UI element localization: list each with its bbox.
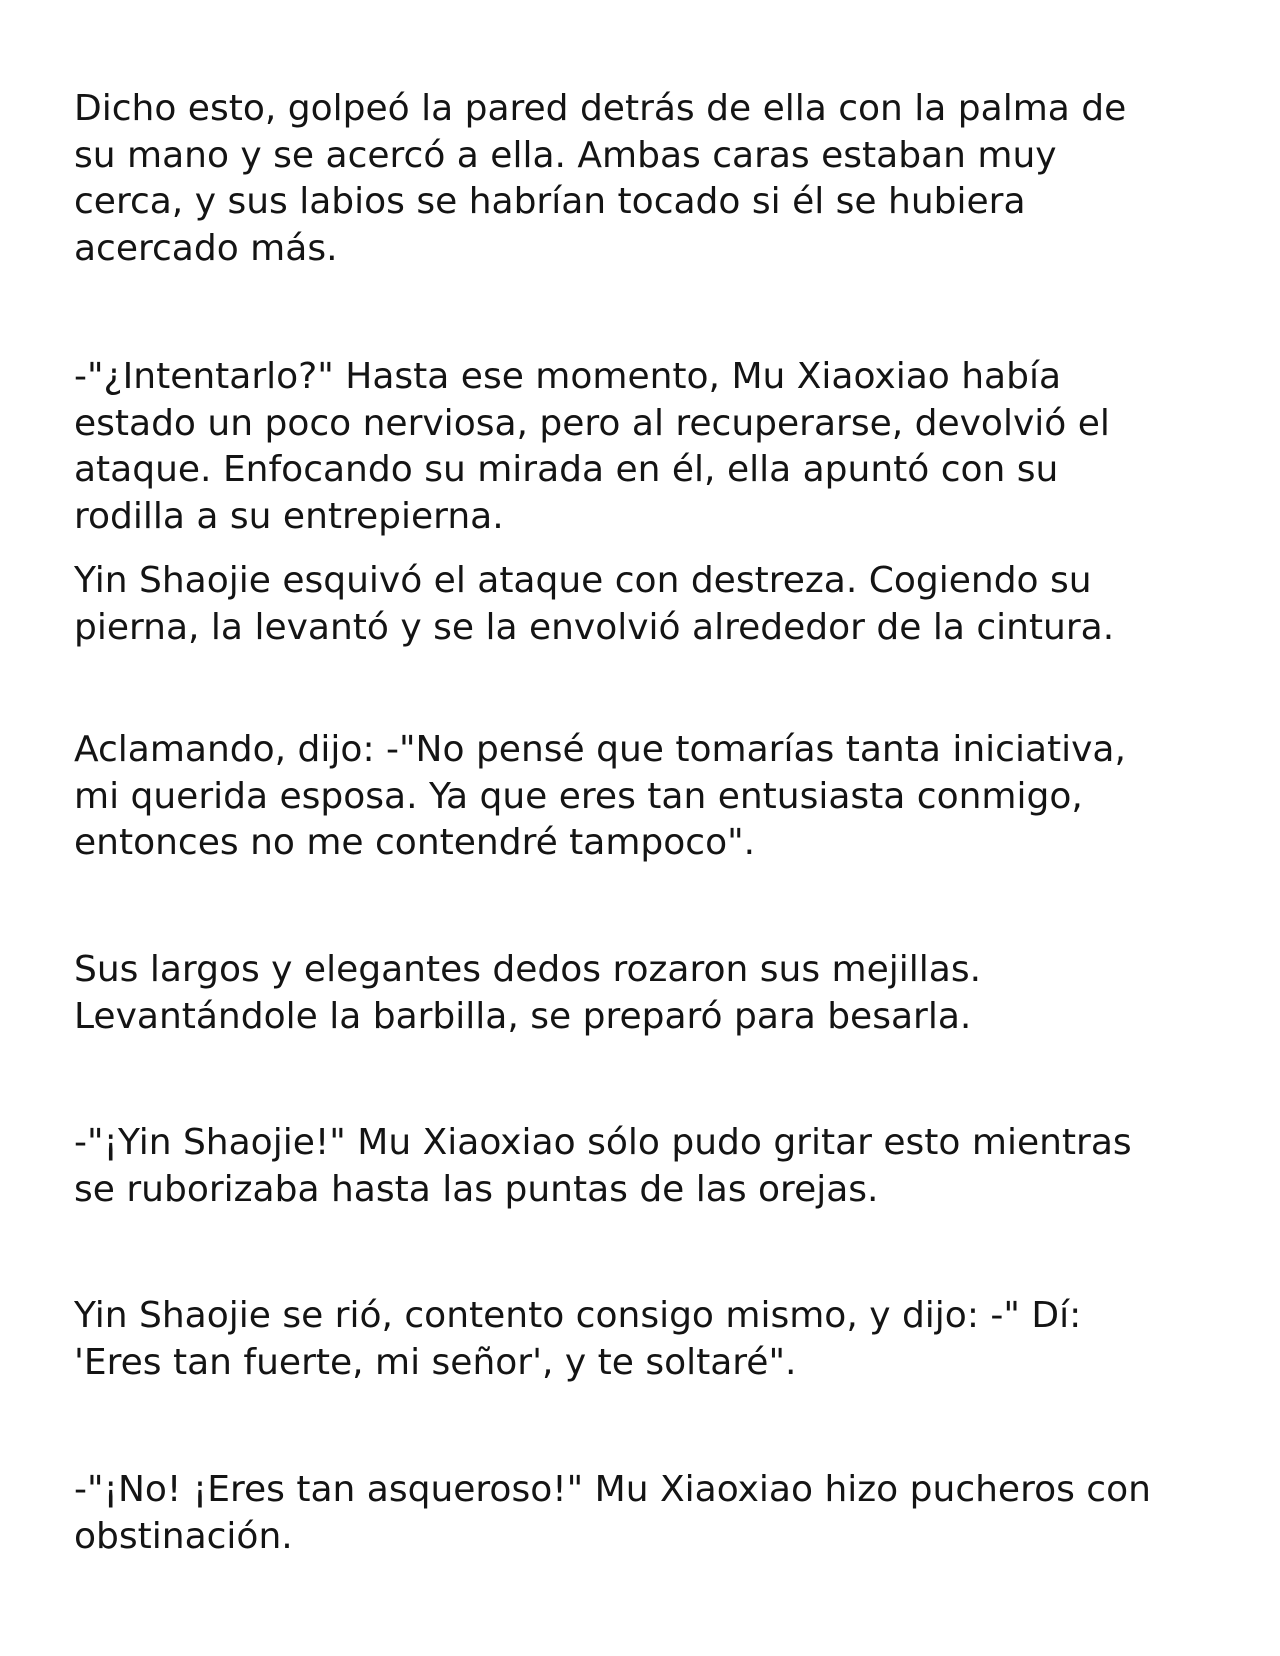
paragraph-6-line-2: se ruborizaba hasta las puntas de las orejas. [74, 1168, 879, 1210]
paragraph-5-line-1: Sus largos y elegantes dedos rozaron sus mejillas. [74, 949, 982, 990]
paragraph-7 [74, 1293, 1214, 1386]
paragraph-5 [74, 947, 1214, 1040]
paragraph-6-line-1: -"¡Yin Shaojie!" Mu Xiaoxiao sólo pudo gritar esto mientras [74, 1122, 1132, 1163]
paragraph-4-line-2: mi querida esposa. Ya que eres tan entusiasta conmigo, [74, 775, 1083, 817]
paragraph-4 [74, 727, 1214, 867]
paragraph-2 [74, 354, 1214, 540]
paragraph-8-line-2: obstinación. [74, 1515, 293, 1557]
paragraph-4-line-1: Aclamando, dijo: -"No pensé que tomarías tanta iniciativa, [74, 729, 1126, 770]
paragraph-1-line-4: acercado más. [74, 227, 338, 269]
paragraph-2-line-3: ataque. Enfocando su mirada en él, ella apuntó con su [74, 449, 1059, 490]
paragraph-7-line-1: Yin Shaojie se rió, contento consigo mismo, y dijo: -" Dí: [74, 1295, 1082, 1336]
paragraph-8 [74, 1467, 1214, 1560]
paragraph-3-line-1: Yin Shaojie esquivó el ataque con destreza. Cogiendo su [74, 560, 1092, 601]
paragraph-6 [74, 1120, 1214, 1213]
paragraph-5-line-2: Levantándole la barbilla, se preparó para besarla. [74, 995, 972, 1037]
paragraph-1-line-3: cerca, y sus labios se habrían tocado si él se hubiera [74, 181, 1026, 222]
paragraph-1 [74, 86, 1214, 272]
paragraph-8-line-1: -"¡No! ¡Eres tan asqueroso!" Mu Xiaoxiao hizo pucheros con [74, 1469, 1151, 1510]
paragraph-2-line-1: -"¿Intentarlo?" Hasta ese momento, Mu Xiaoxiao había [74, 356, 1062, 397]
paragraph-1-line-1: Dicho esto, golpeó la pared detrás de ella con la palma de [74, 88, 1127, 129]
paragraph-2-line-4: rodilla a su entrepierna. [74, 495, 504, 537]
paragraph-1-line-2: su mano y se acercó a ella. Ambas caras estaban muy [74, 134, 1057, 176]
paragraph-7-line-2: 'Eres tan fuerte, mi señor', y te soltaré". [74, 1341, 797, 1383]
paragraph-3 [74, 558, 1214, 651]
paragraph-2-line-2: estado un poco nerviosa, pero al recuperarse, devolvió el [74, 402, 1110, 444]
paragraph-4-line-3: entonces no me contendré tampoco". [74, 822, 756, 863]
paragraph-3-line-2: pierna, la levantó y se la envolvió alrededor de la cintura. [74, 606, 1115, 648]
